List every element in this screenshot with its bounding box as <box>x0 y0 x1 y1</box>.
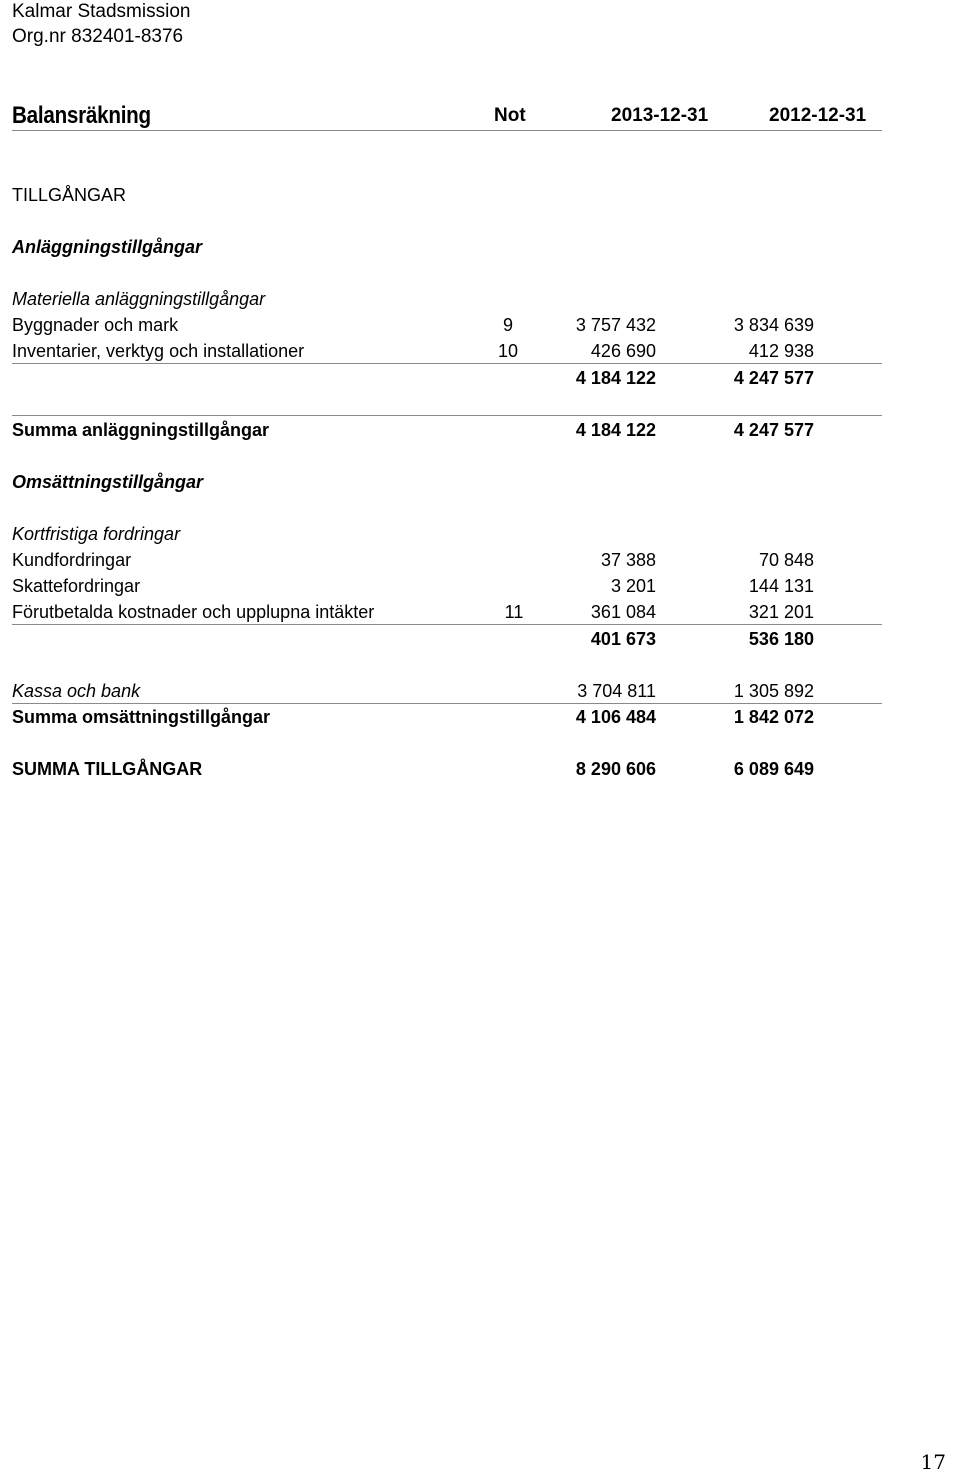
section-label: Kortfristiga fordringar <box>12 524 181 544</box>
table-row <box>0 339 900 363</box>
row-label: Kundfordringar <box>12 550 132 570</box>
row-label: Summa anläggningstillgångar <box>12 420 270 440</box>
row-label: Förutbetalda kostnader och upplupna intäkter <box>12 602 375 622</box>
row-value-2013: 401 673 <box>590 629 656 649</box>
row-divider <box>12 415 882 416</box>
row-label: SUMMA TILLGÅNGAR <box>12 759 203 779</box>
row-label: Summa omsättningstillgångar <box>12 707 271 727</box>
section-label: Omsättningstillgångar <box>12 472 204 492</box>
row-value-2012: 6 089 649 <box>733 759 814 779</box>
section-label: Anläggningstillgångar <box>12 237 203 257</box>
row-value-2013: 37 388 <box>600 550 656 570</box>
table-row <box>0 548 900 572</box>
row-value-2012: 412 938 <box>748 341 814 361</box>
row-value-2013: 3 704 811 <box>577 681 656 701</box>
row-divider <box>12 363 882 364</box>
note-column-header: Not <box>494 105 526 126</box>
year-2013-column-header: 2013-12-31 <box>611 105 709 126</box>
header-divider <box>12 130 882 131</box>
row-value-2013: 3 757 432 <box>575 315 656 335</box>
row-value-2013: 4 106 484 <box>575 707 656 727</box>
row-note: 11 <box>504 602 524 622</box>
row-divider <box>12 703 882 704</box>
table-row <box>0 574 900 598</box>
balance-sheet-header <box>0 102 882 132</box>
subtotal-row <box>0 627 900 651</box>
table-row <box>0 679 900 703</box>
row-label: Kassa och bank <box>12 681 141 701</box>
row-value-2012: 144 131 <box>748 576 814 596</box>
year-2012-column-header: 2012-12-31 <box>769 105 867 126</box>
row-value-2012: 321 201 <box>748 602 814 622</box>
row-note: 10 <box>497 341 519 361</box>
row-value-2012: 1 842 072 <box>733 707 814 727</box>
subsection-heading-kortfristiga <box>0 522 900 546</box>
section-heading-tillgangar <box>0 183 900 207</box>
row-value-2012: 536 180 <box>748 629 814 649</box>
section-label: TILLGÅNGAR <box>12 185 127 205</box>
subtotal-row <box>0 366 900 390</box>
organization-name: Kalmar Stadsmission <box>12 1 191 22</box>
row-label: Skattefordringar <box>12 576 141 596</box>
section-label: Materiella anläggningstillgångar <box>12 289 266 309</box>
total-row <box>0 418 900 442</box>
row-value-2013: 361 084 <box>590 602 656 622</box>
row-label: Inventarier, verktyg och installationer <box>12 341 305 361</box>
organization-number: Org.nr 832401-8376 <box>12 26 184 47</box>
row-divider <box>12 624 882 625</box>
row-note: 9 <box>502 315 513 335</box>
row-value-2012: 70 848 <box>758 550 814 570</box>
table-row <box>0 313 900 337</box>
page-number: 17 <box>920 1450 946 1474</box>
row-value-2013: 4 184 122 <box>575 368 656 388</box>
row-value-2012: 4 247 577 <box>733 420 814 440</box>
table-row <box>0 600 900 624</box>
row-value-2013: 3 201 <box>610 576 656 596</box>
total-row <box>0 705 900 729</box>
subsection-heading-materiella <box>0 287 900 311</box>
row-value-2012: 1 305 892 <box>733 681 814 701</box>
row-value-2013: 4 184 122 <box>575 420 656 440</box>
section-heading-omsattning <box>0 470 900 494</box>
row-value-2012: 3 834 639 <box>733 315 814 335</box>
grand-total-row <box>0 757 900 781</box>
row-label: Byggnader och mark <box>12 315 179 335</box>
row-value-2013: 426 690 <box>590 341 656 361</box>
row-value-2012: 4 247 577 <box>733 368 814 388</box>
section-heading-anlaggning <box>0 235 900 259</box>
row-value-2013: 8 290 606 <box>575 759 656 779</box>
page-title: Balansräkning <box>12 102 151 129</box>
